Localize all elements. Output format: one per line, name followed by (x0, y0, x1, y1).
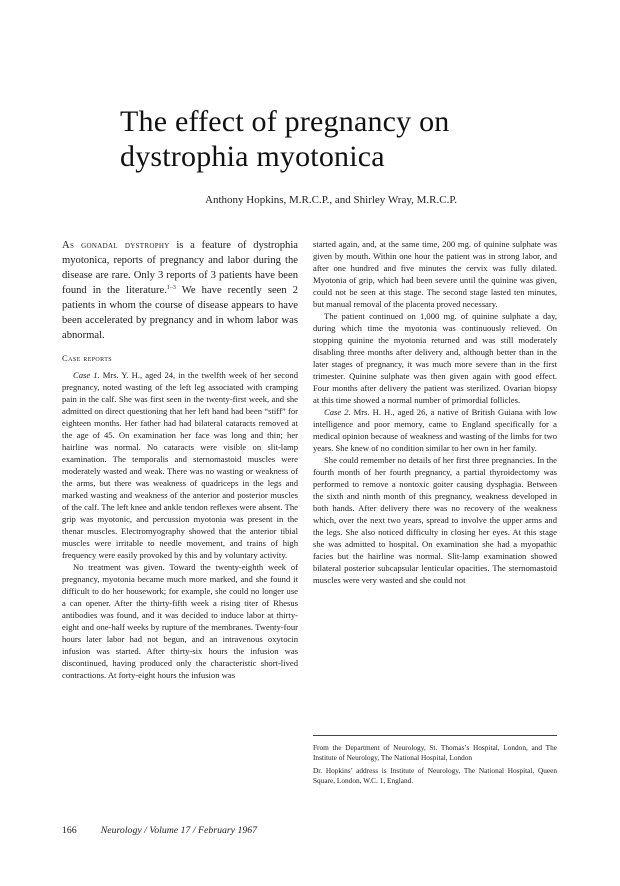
page-number: 166 (62, 825, 77, 836)
footnote-divider (313, 735, 557, 736)
lead-text: is a feature of dystrophia myotonica, reports of pregnancy and labor during the disease are rare. Only 3 reports of 3 patients have been found in the literature. (62, 240, 298, 296)
case2-label: Case 2. (324, 407, 351, 417)
footnotes (313, 743, 557, 789)
left-column (62, 238, 298, 681)
section-heading: Case reports (62, 353, 112, 363)
journal-citation: Neurology / Volume 17 / February 1967 (100, 825, 258, 836)
lead-text-2: We have recently seen 2 patients in whom the course of disease appears to have been accelerated by pregnancy and in whom labor was abnormal. (62, 285, 298, 341)
right-paragraph-4: She could remember no details of her first three pregnancies. In the fourth month of her fourth pregnancy, a partial thyroidectomy was performed to remove a nontoxic goiter causing dysphagia. Between the sixth and ninth month of this pregnancy, weakness developed in both hands. After delivery there was no recovery of the weakness which, over the next two years, spread to involve the upper arms and the legs. She also noticed difficulty in closing her eyes. At this stage she was admitted to hospital. On examination she had a myopathic facies but the hairline was normal. Slit-lamp examination showed bilateral posterior subcapsular lenticular opacities. The sternomastoid muscles were very wasted and she could not (313, 455, 557, 585)
case1-label: Case 1. (73, 370, 100, 380)
reference-superscript: 1–3 (166, 285, 176, 291)
author-line: Anthony Hopkins, M.R.C.P., and Shirley Wray, M.R.C.P. (205, 194, 457, 206)
case2-paragraph (313, 406, 557, 454)
case1-text: Mrs. Y. H., aged 24, in the twelfth week of her second pregnancy, noted wasting of the left leg associated with cramping pain in the calf. She was first seen in the twenty-first week, and she admitted on direct questioning that her left hand had been “stiff” for eighteen months. Her father had had bilateral cataracts removed at the age of 45. On examination her face was long and thin; her hairline was normal. No cataracts were visible on slit-lamp examination. The temporalis and sternomastoid muscles were moderately wasted and weak. There was no wasting or weakness of the arms, but there was weakness of quadriceps in the legs and marked wasting and weakness of the anterior and posterior muscles of the calf. The left knee and ankle tendon reflexes were absent. The grip was myotonic, and percussion myotonia was present in the thenar muscles. Electromyography showed that the anterior tibial muscles were irritable to needle movement, and trains of high frequency were easily provoked by this and by voluntary activity. (62, 370, 299, 560)
right-paragraph-1: started again, and, at the same time, 200 mg. of quinine sulphate was given by mouth. Within one hour the patient was in strong labor, and after one hundred and five minutes the cervix was fully dilated. Myotonia of grip, which had been severe until the quinine was given, could not be seen at this stage. The second stage lasted ten minutes, but manual removal of the placenta proved necessary. (313, 239, 557, 309)
footnote-affiliation: From the Department of Neurology, St. Thomas’s Hospital, London, and The Institute of Neurology, The National Hospital, London (313, 743, 557, 762)
lead-paragraph (62, 238, 298, 343)
right-paragraph-2: The patient continued on 1,000 mg. of quinine sulphate a day, during which time the myotonia was continuously relieved. On stopping quinine the myotonia returned and was still moderately disabling three months after delivery and, although better than in the later stages of pregnancy, it was much more severe than in the first trimester. Quinine sulphate was then given again with good effect. Four months after delivery the patient was sterilized. Ovarian biopsy at this time showed a normal number of primordial follicles. (313, 311, 557, 405)
case1-paragraph (62, 369, 298, 561)
right-column (313, 238, 557, 586)
footnote-address: Dr. Hopkins’ address is Institute of Neurology, The National Hospital, Queen Square, London, W.C. 1, England. (313, 766, 557, 785)
page-footer (62, 825, 257, 836)
lead-smallcaps: As gonadal dystrophy (62, 240, 170, 251)
title-line-1: The effect of pregnancy on (120, 105, 450, 138)
article-title (120, 104, 580, 174)
title-line-2: dystrophia myotonica (120, 140, 385, 173)
case2-text: Mrs. H. H., aged 26, a native of British Guiana with low intelligence and poor memory, came to England specifically for a medical opinion because of weakness and wasting of the limbs for two years. She knew of no condition similar to her own in her family. (313, 407, 558, 453)
case1-paragraph-2: No treatment was given. Toward the twenty-eighth week of pregnancy, myotonia became much more marked, and she found it difficult to do her housework; for example, she could no longer use a can opener. After the thirty-fifth week a rising titer of Rhesus antibodies was found, and it was decided to induce labor at thirty-eight and one-half weeks by rupture of the membranes. Twenty-four hours later labor had not begun, and an intravenous oxytocin infusion was started. After thirty-six hours the infusion was discontinued, having produced only the characteristic short-lived contractions. At forty-eight hours the infusion was (62, 562, 298, 680)
